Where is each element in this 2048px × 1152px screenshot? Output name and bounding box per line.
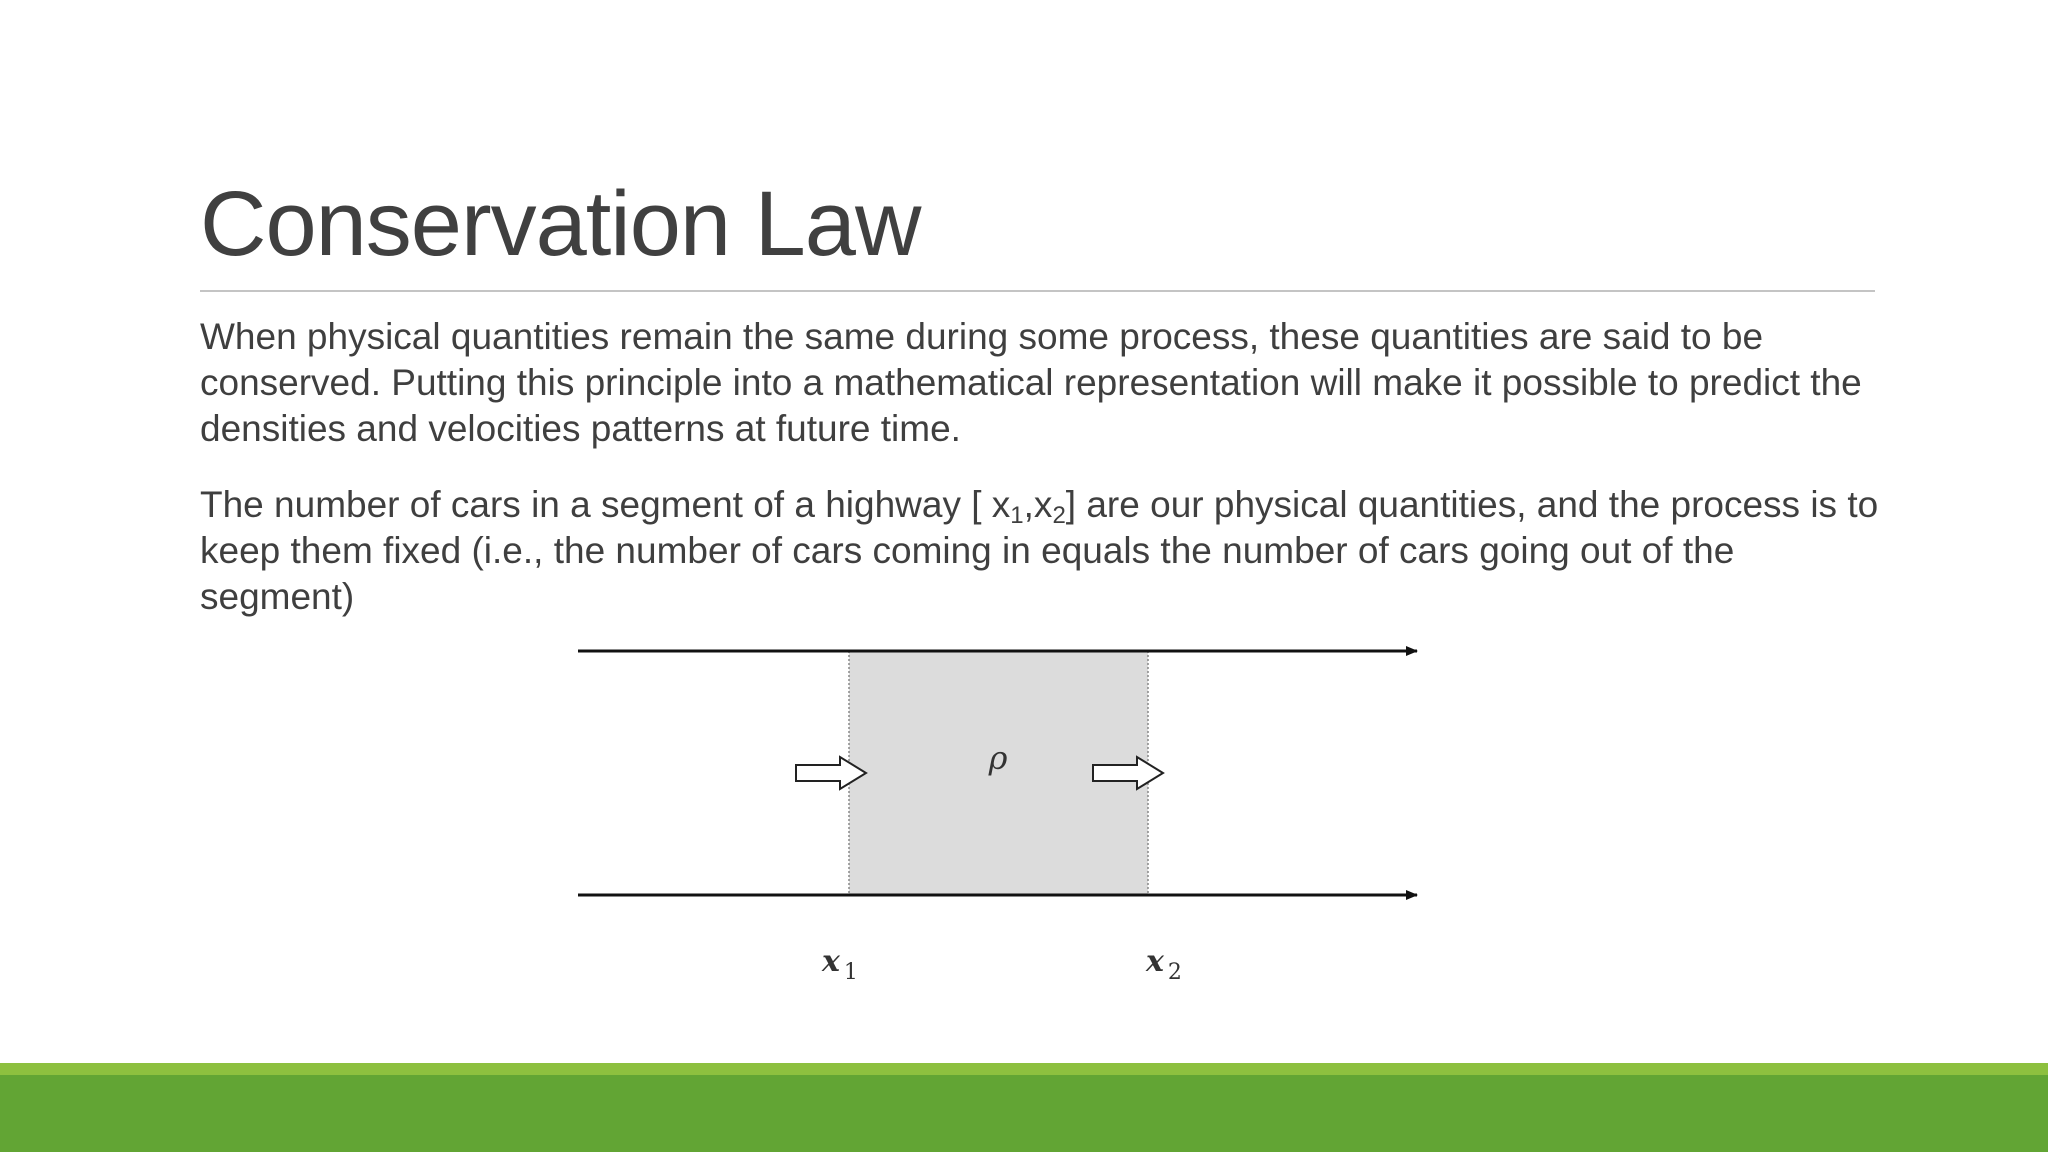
x1-label xyxy=(821,944,858,985)
footer-accent-stripe xyxy=(0,1063,2048,1075)
slide-title: Conservation Law xyxy=(200,173,921,275)
slide-body xyxy=(200,314,1890,650)
footer-band xyxy=(0,1075,2048,1152)
paragraph-text-part1: The number of cars in a segment of a highway [ x xyxy=(200,484,1011,525)
paragraph-text-part2: ,x xyxy=(1023,484,1053,525)
subscript-2: 2 xyxy=(1052,502,1066,529)
x2-label-sub: 2 xyxy=(1167,960,1182,985)
x1-label-base: x xyxy=(822,944,840,979)
paragraph-text-part3: ] are our physical quantities, and the process is to keep them fixed (i.e., the number of cars coming in equals the number of cars going out of the segment) xyxy=(200,484,1879,617)
title-divider xyxy=(200,290,1875,292)
x2-label-base: x xyxy=(1146,944,1164,979)
highway-segment-diagram xyxy=(560,630,1440,1000)
paragraph-highway-segment xyxy=(200,482,1890,620)
paragraph-conservation: When physical quantities remain the same during some process, these quantities are said to be conserved. Putting this principle into a mathematical representation will make it possible to predict the densities and velocities patterns at future time. xyxy=(200,316,1862,449)
x1-label-sub: 1 xyxy=(843,960,858,985)
x2-label xyxy=(1145,944,1182,985)
density-label: ρ xyxy=(988,739,1008,777)
subscript-1: 1 xyxy=(1010,502,1024,529)
